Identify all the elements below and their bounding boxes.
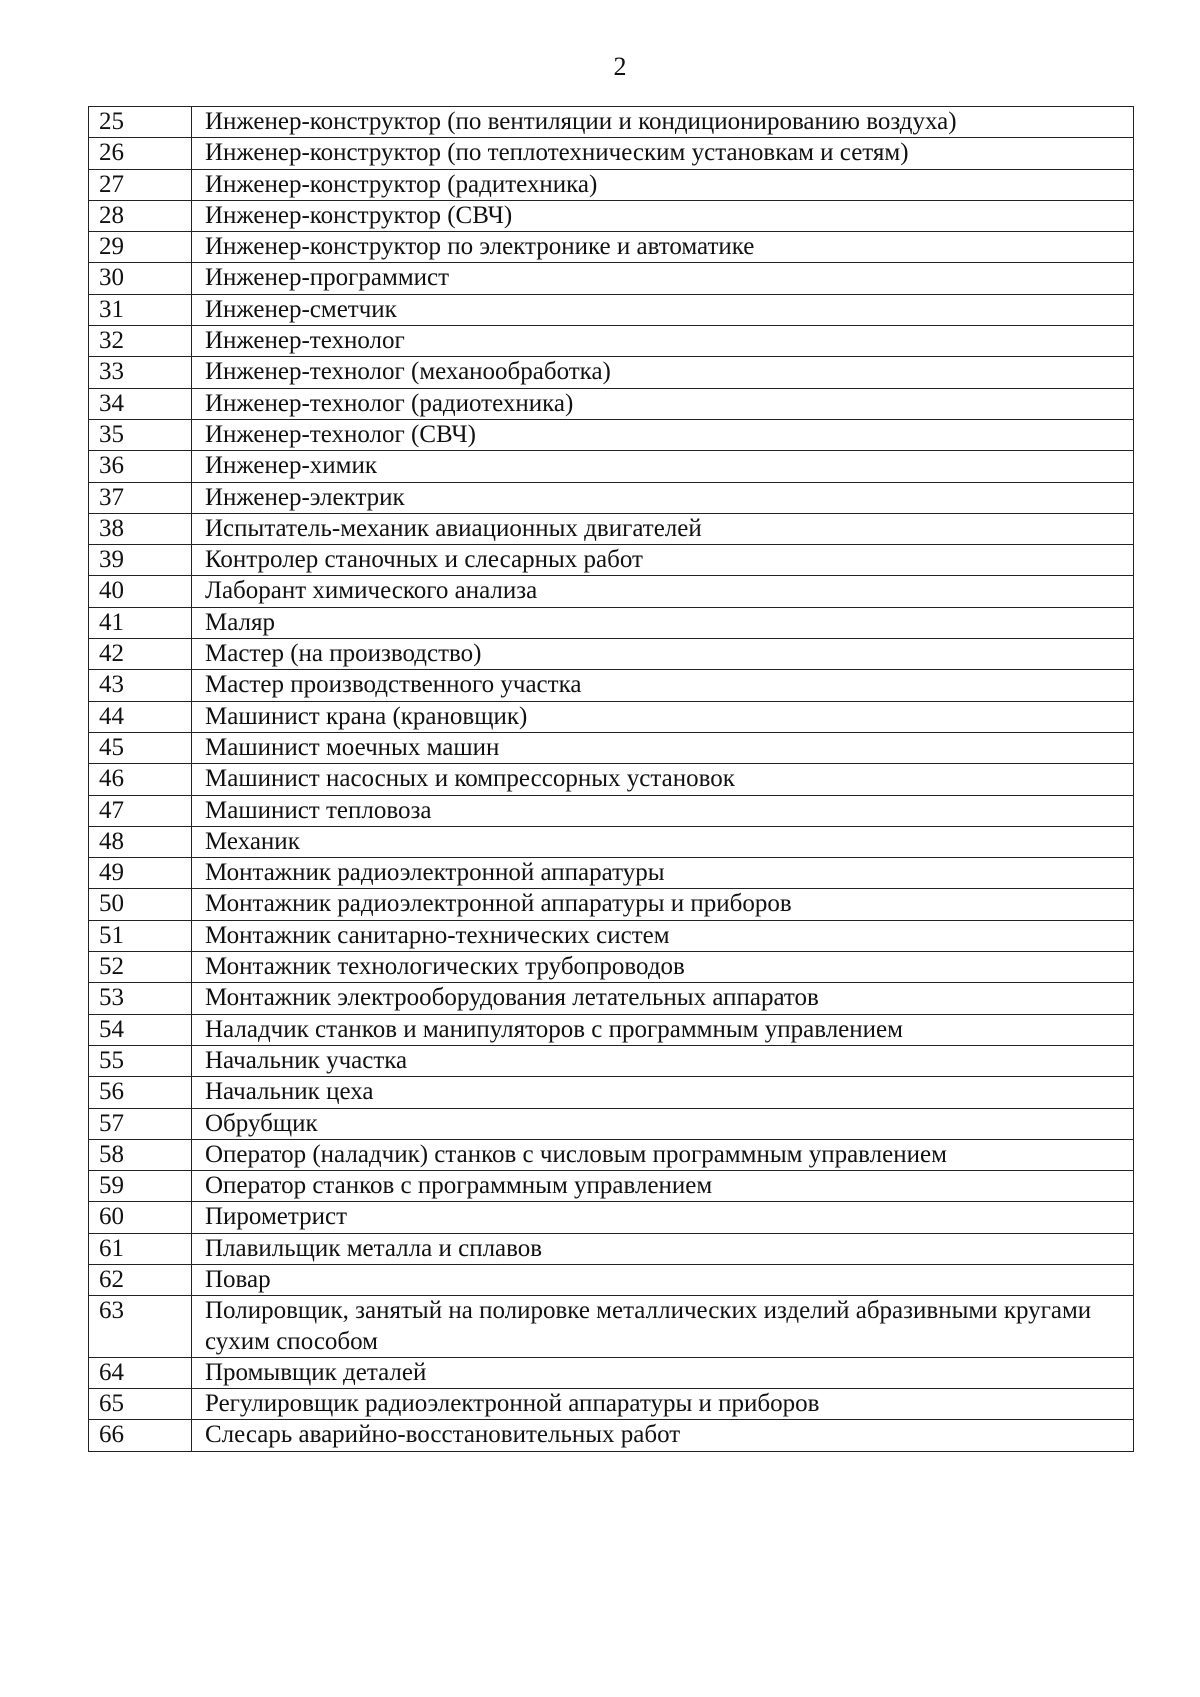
profession-title: Механик	[192, 826, 1134, 857]
row-number: 59	[89, 1171, 192, 1202]
row-number: 44	[89, 701, 192, 732]
profession-title: Повар	[192, 1264, 1134, 1295]
row-number: 33	[89, 357, 192, 388]
profession-title: Пирометрист	[192, 1202, 1134, 1233]
profession-title: Наладчик станков и манипуляторов с программным управлением	[192, 1014, 1134, 1045]
profession-title: Инженер-конструктор по электронике и автоматике	[192, 232, 1134, 263]
profession-title: Монтажник санитарно-технических систем	[192, 920, 1134, 951]
table-row	[89, 263, 1134, 294]
row-number: 35	[89, 419, 192, 450]
profession-list-table	[88, 106, 1134, 1452]
row-number: 54	[89, 1014, 192, 1045]
row-number: 36	[89, 451, 192, 482]
table-row	[89, 419, 1134, 450]
row-number: 55	[89, 1045, 192, 1076]
row-number: 56	[89, 1077, 192, 1108]
table-row	[89, 1014, 1134, 1045]
table-row	[89, 1389, 1134, 1420]
row-number: 41	[89, 607, 192, 638]
row-number: 52	[89, 952, 192, 983]
profession-title: Мастер производственного участка	[192, 670, 1134, 701]
table-row	[89, 1420, 1134, 1451]
row-number: 66	[89, 1420, 192, 1451]
table-row	[89, 1202, 1134, 1233]
profession-title: Инженер-электрик	[192, 482, 1134, 513]
table-row	[89, 732, 1134, 763]
table-row	[89, 357, 1134, 388]
profession-title: Слесарь аварийно-восстановительных работ	[192, 1420, 1134, 1451]
profession-title: Регулировщик радиоэлектронной аппаратуры и приборов	[192, 1389, 1134, 1420]
row-number: 27	[89, 169, 192, 200]
table-row	[89, 826, 1134, 857]
row-number: 51	[89, 920, 192, 951]
table-row	[89, 701, 1134, 732]
table-row	[89, 513, 1134, 544]
table-row	[89, 169, 1134, 200]
table-row	[89, 858, 1134, 889]
row-number: 57	[89, 1108, 192, 1139]
profession-title: Монтажник электрооборудования летательных аппаратов	[192, 983, 1134, 1014]
row-number: 46	[89, 764, 192, 795]
profession-title: Лаборант химического анализа	[192, 576, 1134, 607]
profession-title: Монтажник радиоэлектронной аппаратуры	[192, 858, 1134, 889]
row-number: 34	[89, 388, 192, 419]
profession-title: Инженер-химик	[192, 451, 1134, 482]
profession-title: Инженер-сметчик	[192, 294, 1134, 325]
profession-title: Монтажник радиоэлектронной аппаратуры и приборов	[192, 889, 1134, 920]
profession-title: Полировщик, занятый на полировке металлических изделий абразивными кругами сухим способом	[192, 1296, 1134, 1358]
table-row	[89, 983, 1134, 1014]
profession-title: Инженер-конструктор (по вентиляции и кондиционированию воздуха)	[192, 107, 1134, 138]
row-number: 65	[89, 1389, 192, 1420]
profession-title: Мастер (на производство)	[192, 639, 1134, 670]
profession-title: Инженер-конструктор (радитехника)	[192, 169, 1134, 200]
row-number: 64	[89, 1357, 192, 1388]
table-row	[89, 482, 1134, 513]
profession-title: Инженер-конструктор (по теплотехническим установкам и сетям)	[192, 138, 1134, 169]
profession-title: Маляр	[192, 607, 1134, 638]
table-row	[89, 607, 1134, 638]
table-row	[89, 1296, 1134, 1358]
row-number: 28	[89, 200, 192, 231]
profession-title: Испытатель-механик авиационных двигателей	[192, 513, 1134, 544]
table-row	[89, 326, 1134, 357]
table-row	[89, 1357, 1134, 1388]
profession-title: Начальник цеха	[192, 1077, 1134, 1108]
row-number: 29	[89, 232, 192, 263]
row-number: 58	[89, 1139, 192, 1170]
profession-title: Инженер-программист	[192, 263, 1134, 294]
profession-title: Машинист тепловоза	[192, 795, 1134, 826]
table-row	[89, 388, 1134, 419]
table-row	[89, 107, 1134, 138]
table-row	[89, 1077, 1134, 1108]
profession-title: Машинист моечных машин	[192, 732, 1134, 763]
table-row	[89, 952, 1134, 983]
row-number: 53	[89, 983, 192, 1014]
table-body	[89, 107, 1134, 1452]
table-row	[89, 795, 1134, 826]
profession-title: Оператор (наладчик) станков с числовым программным управлением	[192, 1139, 1134, 1170]
table-row	[89, 889, 1134, 920]
profession-title: Монтажник технологических трубопроводов	[192, 952, 1134, 983]
table-row	[89, 200, 1134, 231]
row-number: 45	[89, 732, 192, 763]
profession-title: Начальник участка	[192, 1045, 1134, 1076]
row-number: 40	[89, 576, 192, 607]
row-number: 60	[89, 1202, 192, 1233]
profession-title: Машинист насосных и компрессорных установок	[192, 764, 1134, 795]
row-number: 42	[89, 639, 192, 670]
row-number: 63	[89, 1296, 192, 1358]
profession-title: Инженер-технолог (механообработка)	[192, 357, 1134, 388]
profession-title: Промывщик деталей	[192, 1357, 1134, 1388]
table-row	[89, 764, 1134, 795]
profession-title: Инженер-технолог (СВЧ)	[192, 419, 1134, 450]
table-row	[89, 576, 1134, 607]
row-number: 37	[89, 482, 192, 513]
table-row	[89, 545, 1134, 576]
row-number: 32	[89, 326, 192, 357]
table-row	[89, 670, 1134, 701]
profession-title: Инженер-технолог	[192, 326, 1134, 357]
table-row	[89, 138, 1134, 169]
table-row	[89, 1171, 1134, 1202]
page-number: 2	[613, 52, 627, 81]
row-number: 31	[89, 294, 192, 325]
table-row	[89, 1045, 1134, 1076]
table-row	[89, 451, 1134, 482]
profession-title: Обрубщик	[192, 1108, 1134, 1139]
table-row	[89, 1233, 1134, 1264]
row-number: 47	[89, 795, 192, 826]
profession-title: Плавильщик металла и сплавов	[192, 1233, 1134, 1264]
profession-title: Машинист крана (крановщик)	[192, 701, 1134, 732]
row-number: 25	[89, 107, 192, 138]
table-row	[89, 1139, 1134, 1170]
row-number: 26	[89, 138, 192, 169]
table-row	[89, 920, 1134, 951]
table-row	[89, 232, 1134, 263]
profession-title: Инженер-технолог (радиотехника)	[192, 388, 1134, 419]
row-number: 43	[89, 670, 192, 701]
table-row	[89, 639, 1134, 670]
row-number: 49	[89, 858, 192, 889]
row-number: 39	[89, 545, 192, 576]
profession-title: Оператор станков с программным управлением	[192, 1171, 1134, 1202]
profession-title: Контролер станочных и слесарных работ	[192, 545, 1134, 576]
row-number: 61	[89, 1233, 192, 1264]
table-row	[89, 294, 1134, 325]
row-number: 30	[89, 263, 192, 294]
profession-title: Инженер-конструктор (СВЧ)	[192, 200, 1134, 231]
table-row	[89, 1264, 1134, 1295]
row-number: 48	[89, 826, 192, 857]
row-number: 62	[89, 1264, 192, 1295]
row-number: 50	[89, 889, 192, 920]
row-number: 38	[89, 513, 192, 544]
table-row	[89, 1108, 1134, 1139]
